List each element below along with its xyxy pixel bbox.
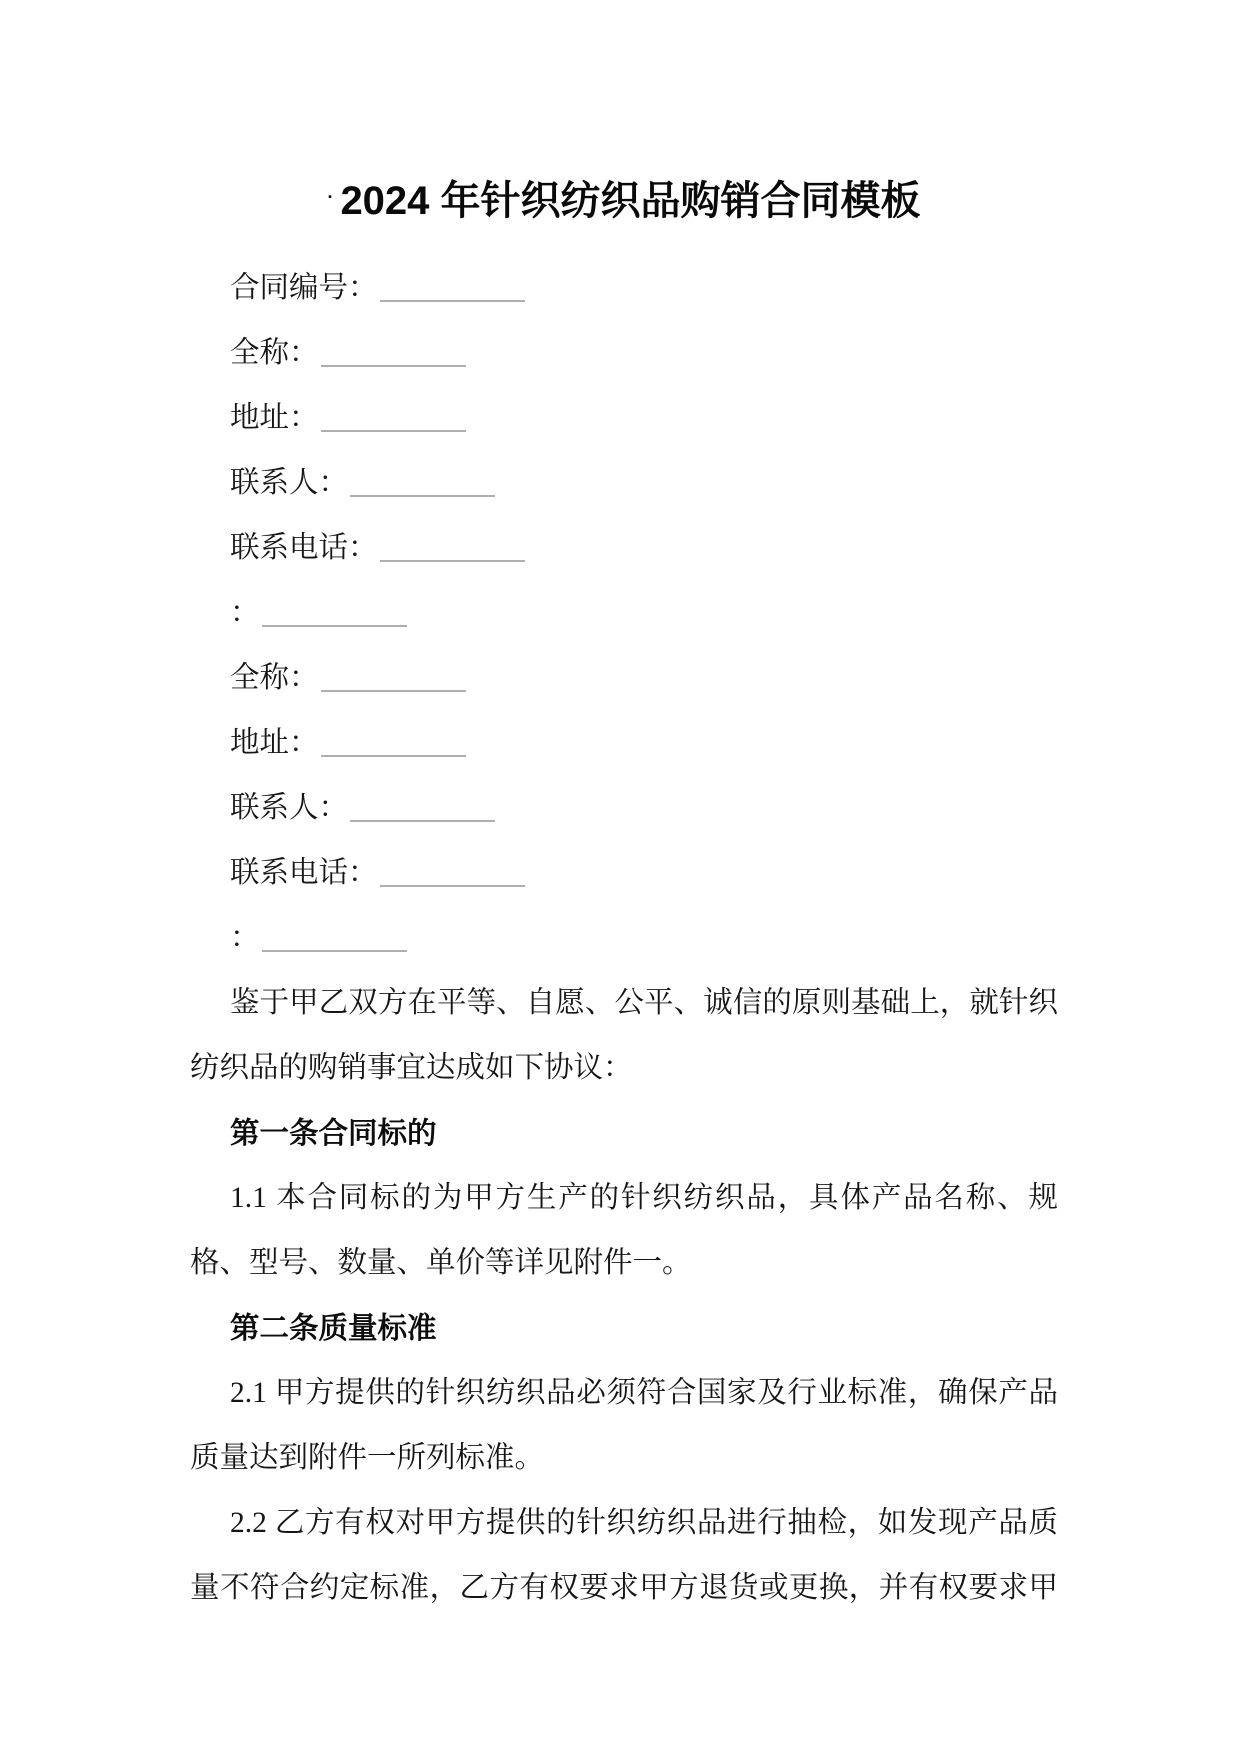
form-field-row <box>190 516 1058 581</box>
field-label: 地址： <box>230 402 319 434</box>
form-field-row <box>190 581 1058 646</box>
form-field-row <box>190 841 1058 906</box>
body-text-line: 质量达到附件一所列标准。 <box>190 1442 545 1474</box>
contract-body-section <box>190 971 1058 1621</box>
document-content <box>190 256 1058 1621</box>
field-label: 联系电话： <box>230 857 378 889</box>
fill-in-blank[interactable] <box>321 365 466 367</box>
fill-in-blank[interactable] <box>321 430 466 432</box>
document-title <box>190 173 1058 225</box>
form-field-row <box>190 646 1058 711</box>
fill-in-blank[interactable] <box>350 820 495 822</box>
body-text-line: 1.1 本合同标的为甲方生产的针织纺织品，具体产品名称、规 <box>230 1182 1058 1214</box>
field-label: 全称： <box>230 662 319 694</box>
field-label: 联系电话： <box>230 532 378 564</box>
form-field-row <box>190 906 1058 971</box>
body-text-line: 格、型号、数量、单价等详见附件一。 <box>190 1247 692 1279</box>
section-heading: 第一条合同标的 <box>230 1117 437 1150</box>
field-label: ： <box>230 922 260 954</box>
field-label: 全称： <box>230 337 319 369</box>
field-label: 地址： <box>230 727 319 759</box>
fill-in-blank[interactable] <box>262 950 407 952</box>
field-label: 联系人： <box>230 467 349 499</box>
fill-in-blank[interactable] <box>380 560 525 562</box>
body-text-line: 2.2 乙方有权对甲方提供的针织纺织品进行抽检，如发现产品质 <box>230 1507 1058 1539</box>
fill-in-blank[interactable] <box>321 755 466 757</box>
form-field-row <box>190 776 1058 841</box>
fill-in-blank[interactable] <box>262 625 407 627</box>
field-label: ： <box>230 597 260 629</box>
form-field-row <box>190 256 1058 321</box>
fill-in-blank[interactable] <box>321 690 466 692</box>
form-field-row <box>190 451 1058 516</box>
fill-in-blank[interactable] <box>380 300 525 302</box>
document-title-text: 2024 年针织纺织品购销合同模板 <box>340 179 921 223</box>
body-text-line: 纺织品的购销事宜达成如下协议： <box>190 1052 633 1084</box>
body-text-line: 2.1 甲方提供的针织纺织品必须符合国家及行业标准，确保产品 <box>230 1377 1058 1409</box>
field-label: 联系人： <box>230 792 349 824</box>
body-text-line: 量不符合约定标准，乙方有权要求甲方退货或更换，并有权要求甲 <box>190 1572 1058 1604</box>
form-field-row <box>190 711 1058 776</box>
field-label: 合同编号： <box>230 272 378 304</box>
form-field-row <box>190 386 1058 451</box>
form-field-row <box>190 321 1058 386</box>
fill-in-blank[interactable] <box>380 885 525 887</box>
fill-in-blank[interactable] <box>350 495 495 497</box>
party-info-section <box>190 256 1058 971</box>
title-bullet-dot: · <box>327 187 334 207</box>
body-text-line: 鉴于甲乙双方在平等、自愿、公平、诚信的原则基础上，就针织 <box>230 987 1058 1019</box>
section-heading: 第二条质量标准 <box>230 1312 437 1345</box>
